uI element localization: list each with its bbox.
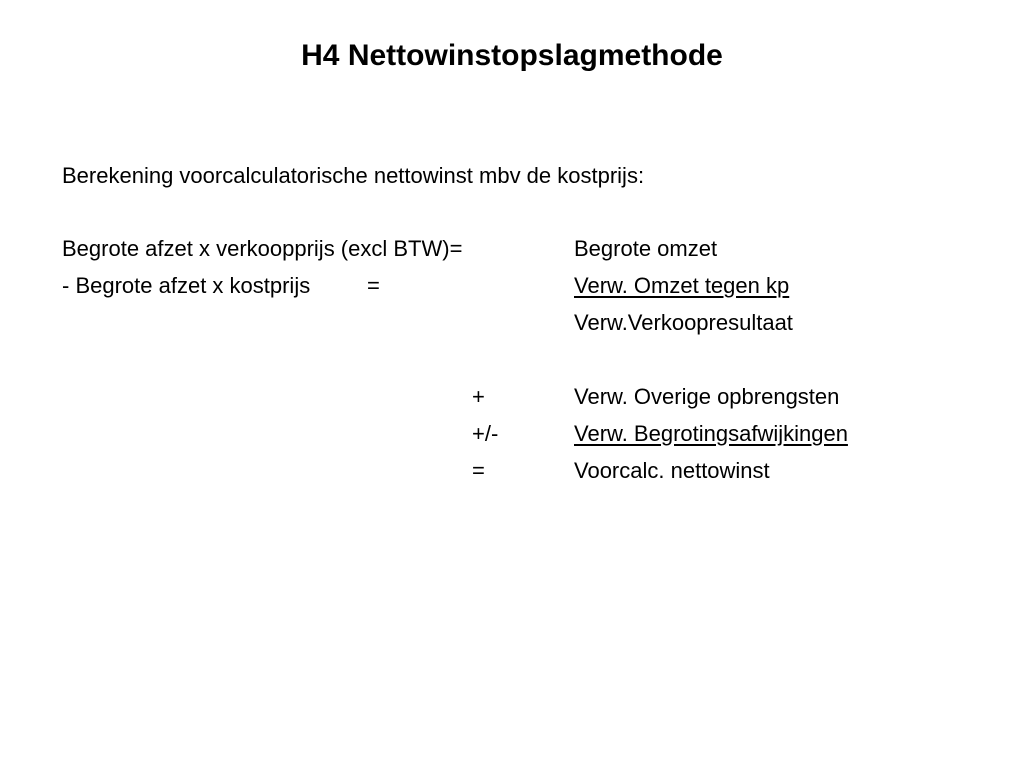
calc-operator-equals-1: = [367, 273, 380, 298]
calc-operator-equals-2: = [472, 458, 485, 483]
calc-right-voorcalc-nettowinst: Voorcalc. nettowinst [574, 458, 770, 483]
calc-right-overige-opbrengsten: Verw. Overige opbrengsten [574, 384, 840, 409]
slide-title: H4 Nettowinstopslagmethode [301, 39, 723, 72]
calc-right-begrote-omzet: Begrote omzet [574, 236, 718, 261]
calc-right-verkoopresultaat: Verw.Verkoopresultaat [574, 310, 793, 335]
calc-right-begrotingsafwijkingen: Verw. Begrotingsafwijkingen [574, 421, 848, 446]
calc-left-afzet-verkoopprijs: Begrote afzet x verkoopprijs (excl BTW)= [62, 236, 463, 261]
calc-right-omzet-tegen-kp: Verw. Omzet tegen kp [574, 273, 790, 298]
calc-operator-plus: + [472, 384, 485, 409]
calc-left-afzet-kostprijs: - Begrote afzet x kostprijs [62, 273, 311, 298]
calc-operator-plus-minus: +/- [472, 421, 499, 446]
intro-text: Berekening voorcalculatorische nettowinst mbv de kostprijs: [62, 163, 645, 188]
